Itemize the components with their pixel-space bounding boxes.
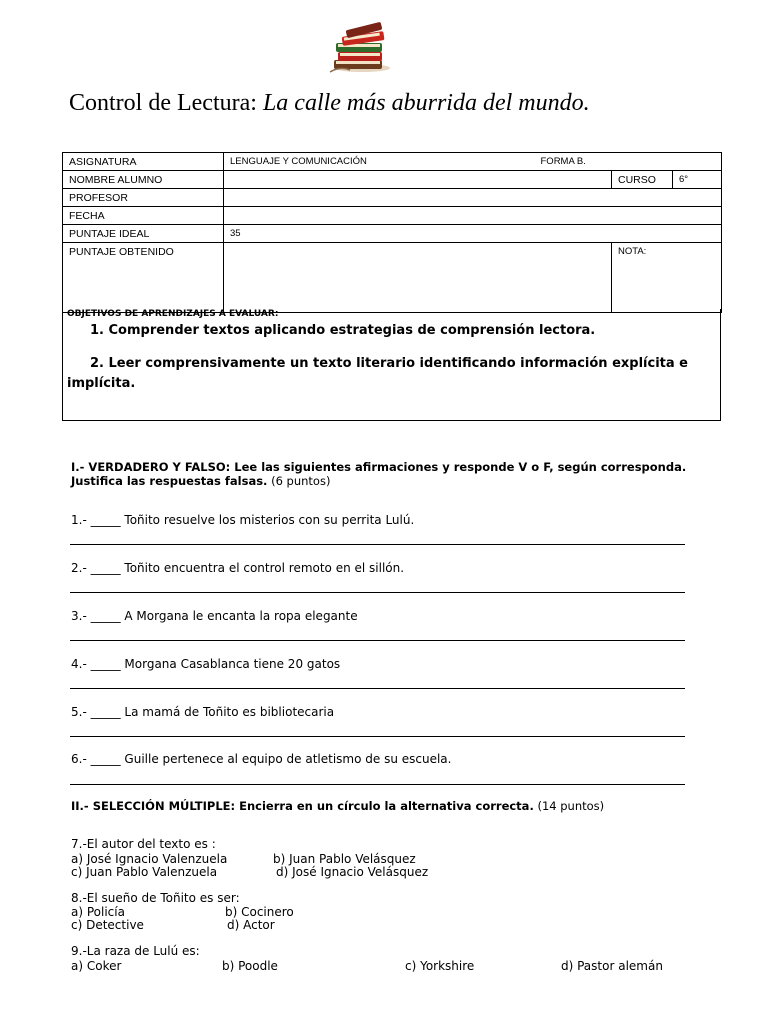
option-8d[interactable]: d) Actor [227, 918, 275, 932]
books-logo [326, 22, 396, 74]
section-1-points: (6 puntos) [267, 474, 331, 488]
true-false-item: 1.- _____ Toñito resuelve los misterios con su perrita Lulú. [71, 513, 415, 527]
student-info-table [62, 152, 722, 313]
option-7d[interactable]: d) José Ignacio Velásquez [276, 865, 429, 879]
section-2-points: (14 puntos) [533, 799, 605, 813]
title-main: Control de Lectura: [69, 90, 263, 116]
section-1-heading [71, 460, 691, 488]
option-9d[interactable]: d) Pastor alemán [561, 959, 663, 973]
option-7a[interactable]: a) José Ignacio Valenzuela [71, 852, 228, 866]
option-8a[interactable]: a) Policía [71, 905, 125, 919]
true-false-item: 6.- _____ Guille pertenece al equipo de atletismo de su escuela. [71, 752, 452, 766]
option-8c[interactable]: c) Detective [71, 918, 144, 932]
objective-item: 2. Leer comprensivamente un texto literario identificando información explícita e implícita. [67, 356, 688, 391]
puntaje-obtenido-field[interactable] [224, 243, 612, 313]
option-8b[interactable]: b) Cocinero [225, 905, 294, 919]
section-2-title: II.- SELECCIÓN MÚLTIPLE: Encierra en un círculo la alternativa correcta. [71, 799, 534, 813]
option-9a[interactable]: a) Coker [71, 959, 122, 973]
puntaje-ideal-value: 35 [224, 225, 722, 243]
true-false-item: 5.- _____ La mamá de Toñito es bibliotecaria [71, 705, 335, 719]
nota-field[interactable] [612, 243, 722, 313]
answer-line[interactable] [70, 736, 685, 737]
nombre-alumno-field[interactable] [224, 171, 612, 189]
nota-label: NOTA: [618, 246, 647, 257]
asignatura-label: ASIGNATURA [63, 153, 224, 171]
answer-line[interactable] [70, 640, 685, 641]
objective-item: 1. Comprender textos aplicando estrategias de comprensión lectora. [90, 323, 596, 338]
puntaje-ideal-label: PUNTAJE IDEAL [63, 225, 224, 243]
objectives-box [62, 309, 721, 421]
objectives-heading: OBJETIVOS DE APRENDIZAJES A EVALUAR: [67, 309, 279, 319]
fecha-label: FECHA [63, 207, 224, 225]
option-7c[interactable]: c) Juan Pablo Valenzuela [71, 865, 218, 879]
section-1-title: I.- VERDADERO Y FALSO: Lee las siguientes afirmaciones y responde V o F, según corresponda. Justifica las respuestas falsas. [71, 460, 687, 488]
question-9: 9.-La raza de Lulú es: [71, 944, 200, 958]
curso-value: 6° [673, 171, 722, 189]
section-2-heading [71, 799, 604, 813]
forma-value: FORMA B. [540, 156, 586, 167]
question-7: 7.-El autor del texto es : [71, 837, 216, 851]
puntaje-obtenido-label: PUNTAJE OBTENIDO [63, 243, 224, 313]
answer-line[interactable] [70, 688, 685, 689]
title-book-name: La calle más aburrida del mundo. [262, 90, 590, 116]
option-7b[interactable]: b) Juan Pablo Velásquez [273, 852, 416, 866]
page-title [69, 90, 590, 117]
answer-line[interactable] [70, 592, 685, 593]
true-false-item: 4.- _____ Morgana Casablanca tiene 20 gatos [71, 657, 341, 671]
option-9c[interactable]: c) Yorkshire [405, 959, 475, 973]
answer-line[interactable] [70, 544, 685, 545]
fecha-field[interactable] [224, 207, 722, 225]
asignatura-value: LENGUAJE Y COMUNICACIÓN [230, 156, 367, 167]
nombre-alumno-label: NOMBRE ALUMNO [63, 171, 224, 189]
answer-line[interactable] [70, 784, 685, 785]
profesor-label: PROFESOR [63, 189, 224, 207]
curso-label: CURSO [612, 171, 673, 189]
question-8: 8.-El sueño de Toñito es ser: [71, 891, 240, 905]
true-false-item: 3.- _____ A Morgana le encanta la ropa elegante [71, 609, 358, 623]
true-false-item: 2.- _____ Toñito encuentra el control remoto en el sillón. [71, 561, 405, 575]
asignatura-cell [224, 153, 722, 171]
profesor-field[interactable] [224, 189, 722, 207]
option-9b[interactable]: b) Poodle [222, 959, 278, 973]
